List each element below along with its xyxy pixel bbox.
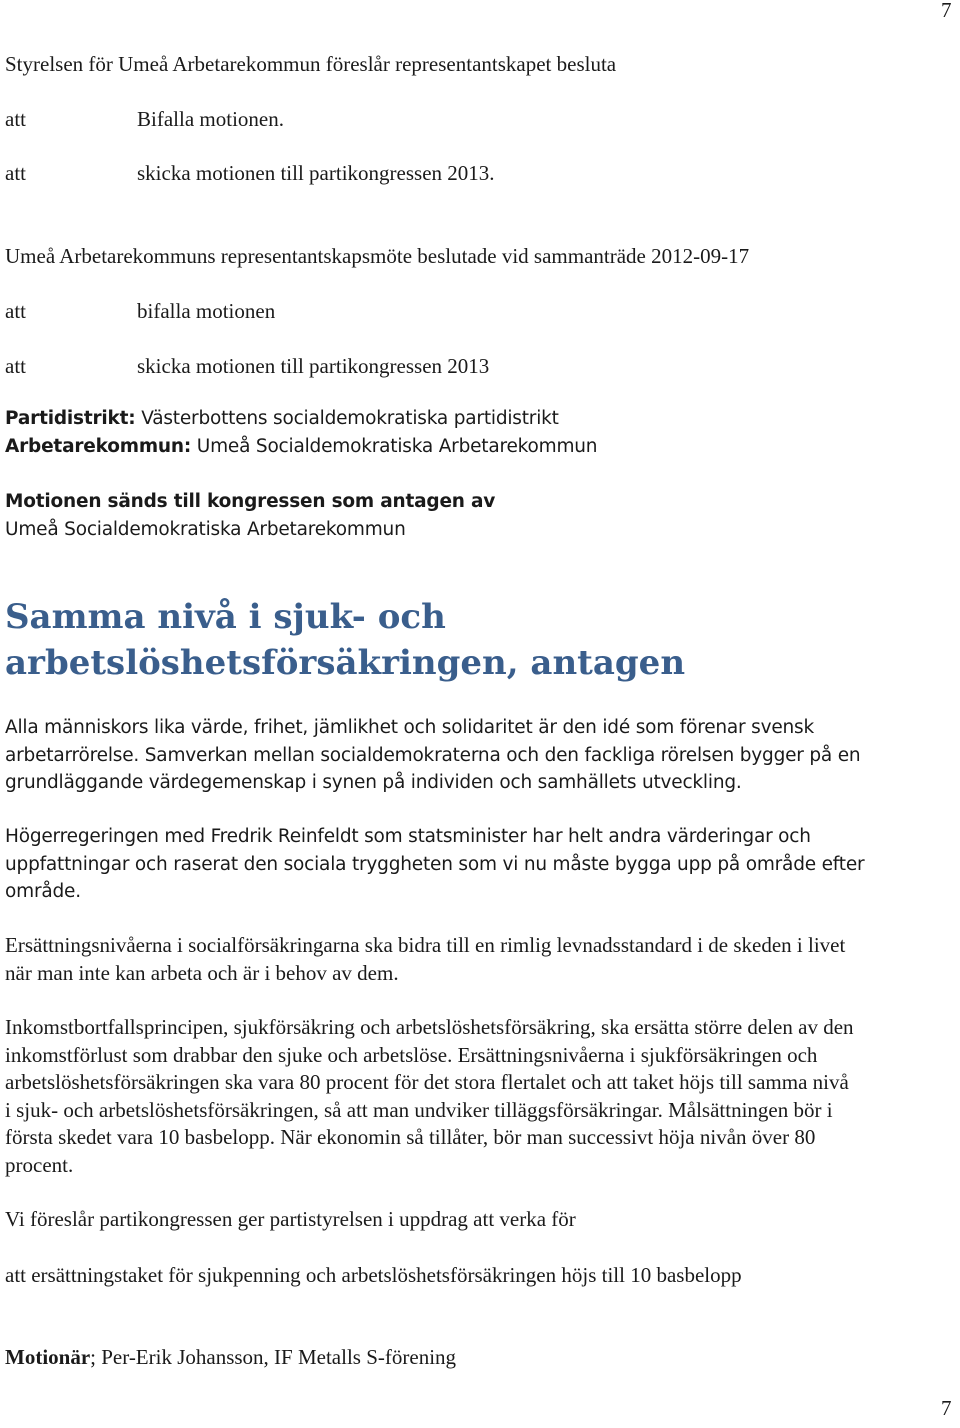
- district-value: Västerbottens socialdemokratiska partidistrikt: [141, 408, 559, 429]
- paragraph-1: [5, 714, 955, 797]
- proposal-att-clause: att ersättningstaket för sjukpenning och arbetslöshetsförsäkringen höjs till 10 basbelopp: [5, 1263, 742, 1287]
- decision-item: skicka motionen till partikongressen 2013: [137, 354, 490, 378]
- proposal-item: Bifalla motionen.: [137, 107, 284, 131]
- author-label: Motionär: [5, 1345, 91, 1369]
- page-number-bottom: 7: [941, 1396, 952, 1420]
- paragraph-line: när man inte kan arbeta och är i behov av dem.: [5, 960, 399, 985]
- commune-label: Arbetarekommun:: [5, 436, 192, 457]
- att-marker: att: [5, 107, 26, 131]
- att-marker: att: [5, 354, 26, 378]
- paragraph-line: arbetslöshetsförsäkringen ska vara 80 procent för det stora flertalet och att taket höjs till samma nivå: [5, 1070, 849, 1094]
- proposal-item: skicka motionen till partikongressen 2013.: [137, 161, 495, 185]
- page-number-top: 7: [941, 0, 952, 22]
- paragraph-line: inkomstförlust som drabbar den sjuke och arbetslöse. Ersättningsnivåerna i sjukförsäkringen och: [5, 1042, 818, 1067]
- paragraph-line: Högerregeringen med Fredrik Reinfeldt som statsminister har helt andra värderingar och: [5, 826, 811, 847]
- sent-label: Motionen sänds till kongressen som antagen av: [5, 491, 496, 512]
- commune-value: Umeå Socialdemokratiska Arbetarekommun: [196, 436, 598, 457]
- paragraph-3: [5, 932, 955, 987]
- district-label: Partidistrikt:: [5, 408, 136, 429]
- meeting-decision-intro: Umeå Arbetarekommuns representantskapsmöte beslutade vid sammanträde 2012-09-17: [5, 244, 750, 268]
- decision-item: bifalla motionen: [137, 299, 276, 323]
- paragraph-line: område.: [5, 881, 81, 902]
- commune-line: [5, 436, 597, 457]
- paragraph-line: Alla människors lika värde, frihet, jämlikhet och solidaritet är den idé som förenar svensk: [5, 717, 814, 738]
- paragraph-2: [5, 823, 955, 906]
- paragraph-line: arbetarrörelse. Samverkan mellan socialdemokraterna och den fackliga rörelsen bygger på en: [5, 744, 861, 766]
- att-marker: att: [5, 299, 26, 323]
- paragraph-line: uppfattningar och raserat den sociala tryggheten som vi nu måste bygga upp på område efter: [5, 853, 865, 875]
- motion-title: Samma nivå i sjuk- och arbetslöshetsförsäkringen, antagen: [5, 597, 686, 683]
- paragraph-4: [5, 1014, 955, 1179]
- board-proposal-intro: Styrelsen för Umeå Arbetarekommun föreslår representantskapet besluta: [5, 52, 617, 76]
- paragraph-line: i sjuk- och arbetslöshetsförsäkringen, så att man undviker tilläggsförsäkringar. Målsättningen bör i: [5, 1097, 833, 1122]
- att-marker: att: [5, 161, 26, 185]
- paragraph-line: Inkomstbortfallsprincipen, sjukförsäkring och arbetslöshetsförsäkring, ska ersätta större delen av den: [5, 1015, 854, 1039]
- paragraph-line: Ersättningsnivåerna i socialförsäkringarna ska bidra till en rimlig levnadsstandard i de skeden i livet: [5, 933, 846, 957]
- district-line: [5, 408, 559, 429]
- author-line: [5, 1345, 456, 1370]
- author-value: ; Per-Erik Johansson, IF Metalls S-förening: [90, 1345, 457, 1369]
- paragraph-line: procent.: [5, 1152, 74, 1177]
- sent-value: Umeå Socialdemokratiska Arbetarekommun: [5, 519, 406, 540]
- paragraph-line: grundläggande värdegemenskap i synen på individen och samhällets utveckling.: [5, 772, 742, 793]
- proposal-intro: Vi föreslår partikongressen ger partistyrelsen i uppdrag att verka för: [5, 1207, 576, 1231]
- paragraph-line: första skedet vara 10 basbelopp. När ekonomin så tillåter, bör man successivt höja nivån över 80: [5, 1125, 816, 1149]
